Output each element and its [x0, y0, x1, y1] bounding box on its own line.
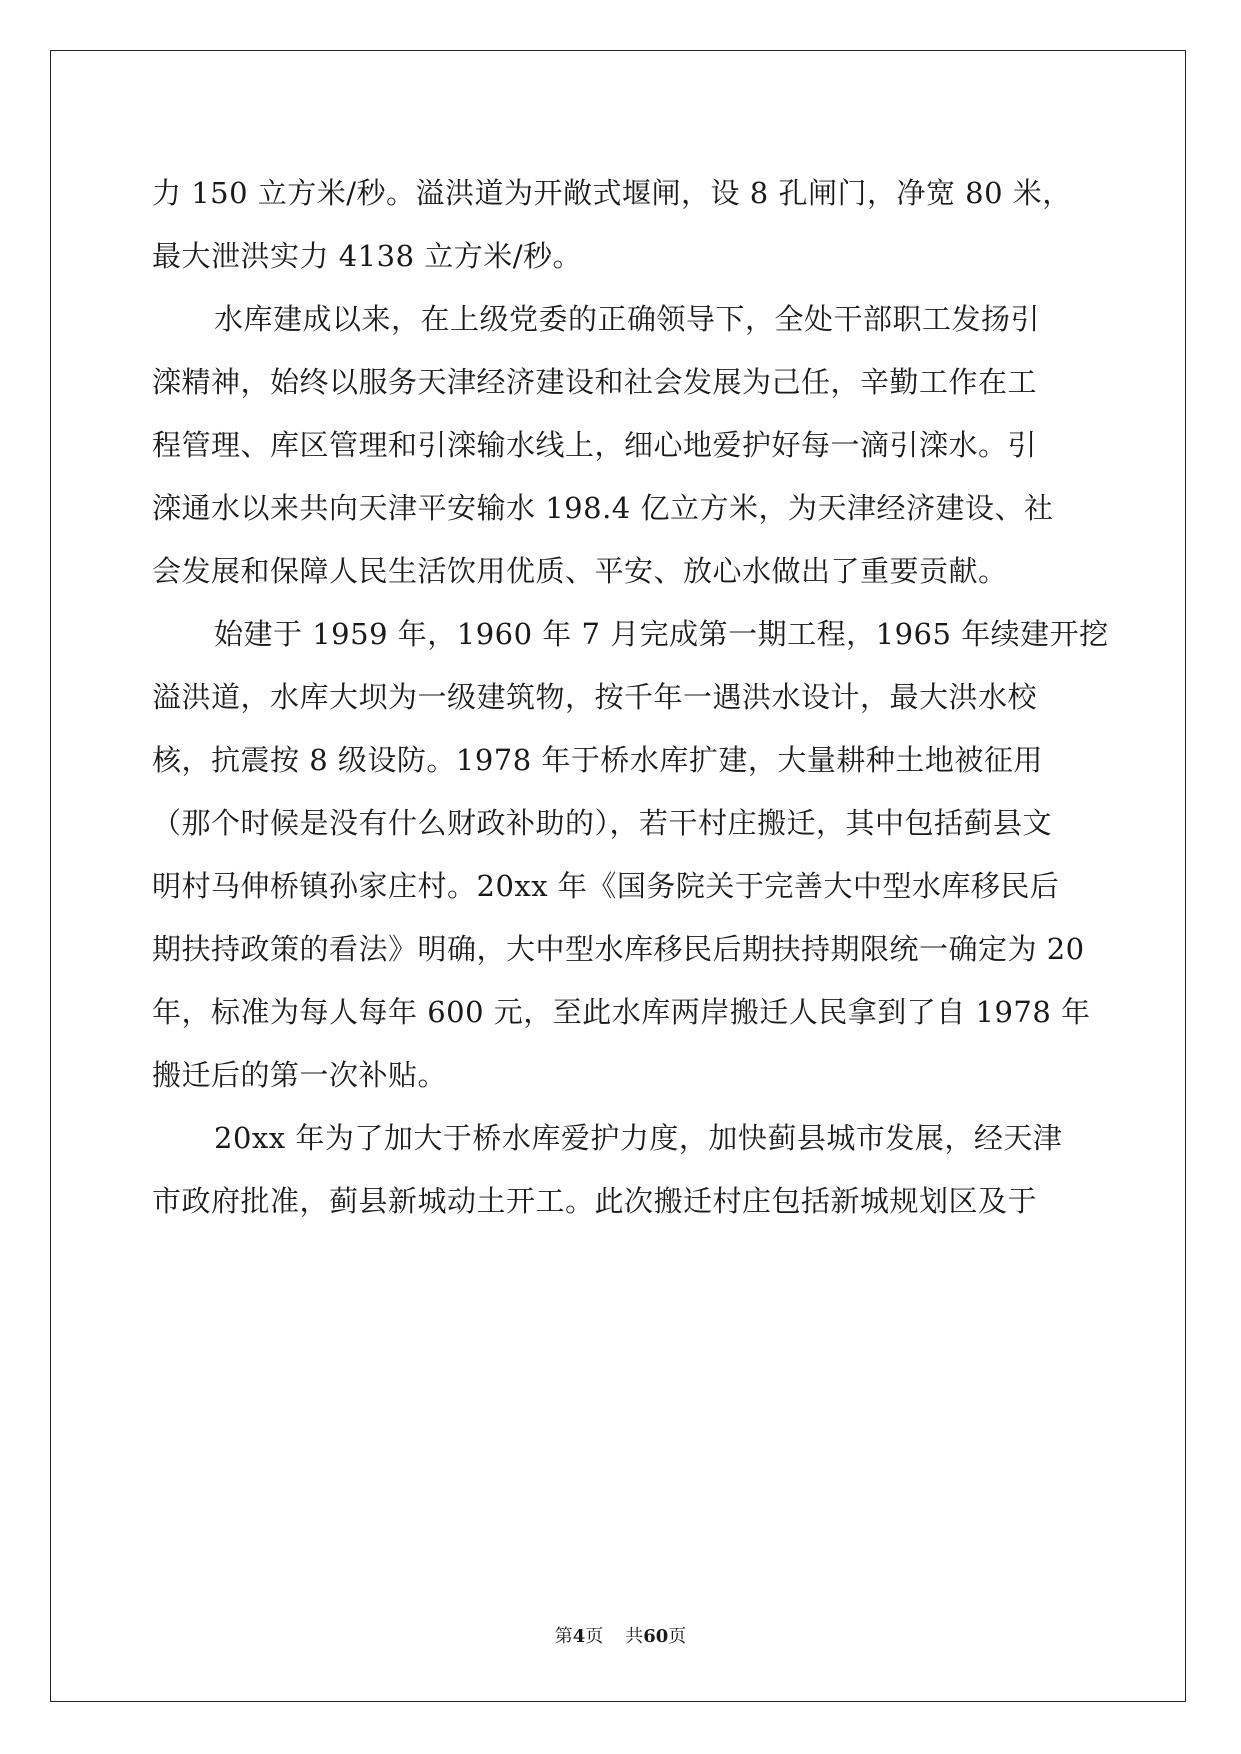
text-line: 力 150 立方米/秒。溢洪道为开敞式堰闸，设 8 孔闸门，净宽 80 米，	[152, 176, 1072, 210]
text-line: 水库建成以来，在上级党委的正确领导下，全处干部职工发扬引	[214, 302, 1041, 336]
document-body	[152, 162, 1109, 1233]
text-line: 搬迁后的第一次补贴。	[152, 1058, 448, 1092]
text-line: 明村马伸桥镇孙家庄村。20xx 年《国务院关于完善大中型水库移民后	[152, 869, 1060, 903]
page-number: 4	[572, 1626, 586, 1647]
text-line: 程管理、库区管理和引滦输水线上，细心地爱护好每一滴引滦水。引	[152, 428, 1038, 462]
text-line: 期扶持政策的看法》明确，大中型水库移民后期扶持期限统一确定为 20	[152, 932, 1085, 966]
total-prefix: 共	[625, 1626, 644, 1647]
text-line: 核，抗震按 8 级设防。1978 年于桥水库扩建，大量耕种土地被征用	[152, 743, 1043, 777]
total-unit: 页	[668, 1626, 687, 1647]
text-line: 溢洪道，水库大坝为一级建筑物，按千年一遇洪水设计，最大洪水校	[152, 680, 1038, 714]
text-line: 最大泄洪实力 4138 立方米/秒。	[152, 239, 583, 273]
page-footer	[0, 1622, 1241, 1648]
total-pages: 60	[643, 1626, 669, 1647]
page-unit: 页	[585, 1626, 604, 1647]
text-line: （那个时候是没有什么财政补助的），若干村庄搬迁，其中包括蓟县文	[152, 806, 1053, 840]
text-line: 20xx 年为了加大于桥水库爱护力度，加快蓟县城市发展，经天津	[214, 1121, 1063, 1155]
text-line: 年，标准为每人每年 600 元，至此水库两岸搬迁人民拿到了自 1978 年	[152, 995, 1091, 1029]
text-line: 滦精神，始终以服务天津经济建设和社会发展为己任，辛勤工作在工	[152, 365, 1038, 399]
text-line: 始建于 1959 年，1960 年 7 月完成第一期工程，1965 年续建开挖	[214, 617, 1109, 651]
text-line: 滦通水以来共向天津平安输水 198.4 亿立方米，为天津经济建设、社	[152, 491, 1054, 525]
text-line: 会发展和保障人民生活饮用优质、平安、放心水做出了重要贡献。	[152, 554, 1008, 588]
text-line: 市政府批准，蓟县新城动土开工。此次搬迁村庄包括新城规划区及于	[152, 1184, 1038, 1218]
page-prefix: 第	[554, 1626, 573, 1647]
